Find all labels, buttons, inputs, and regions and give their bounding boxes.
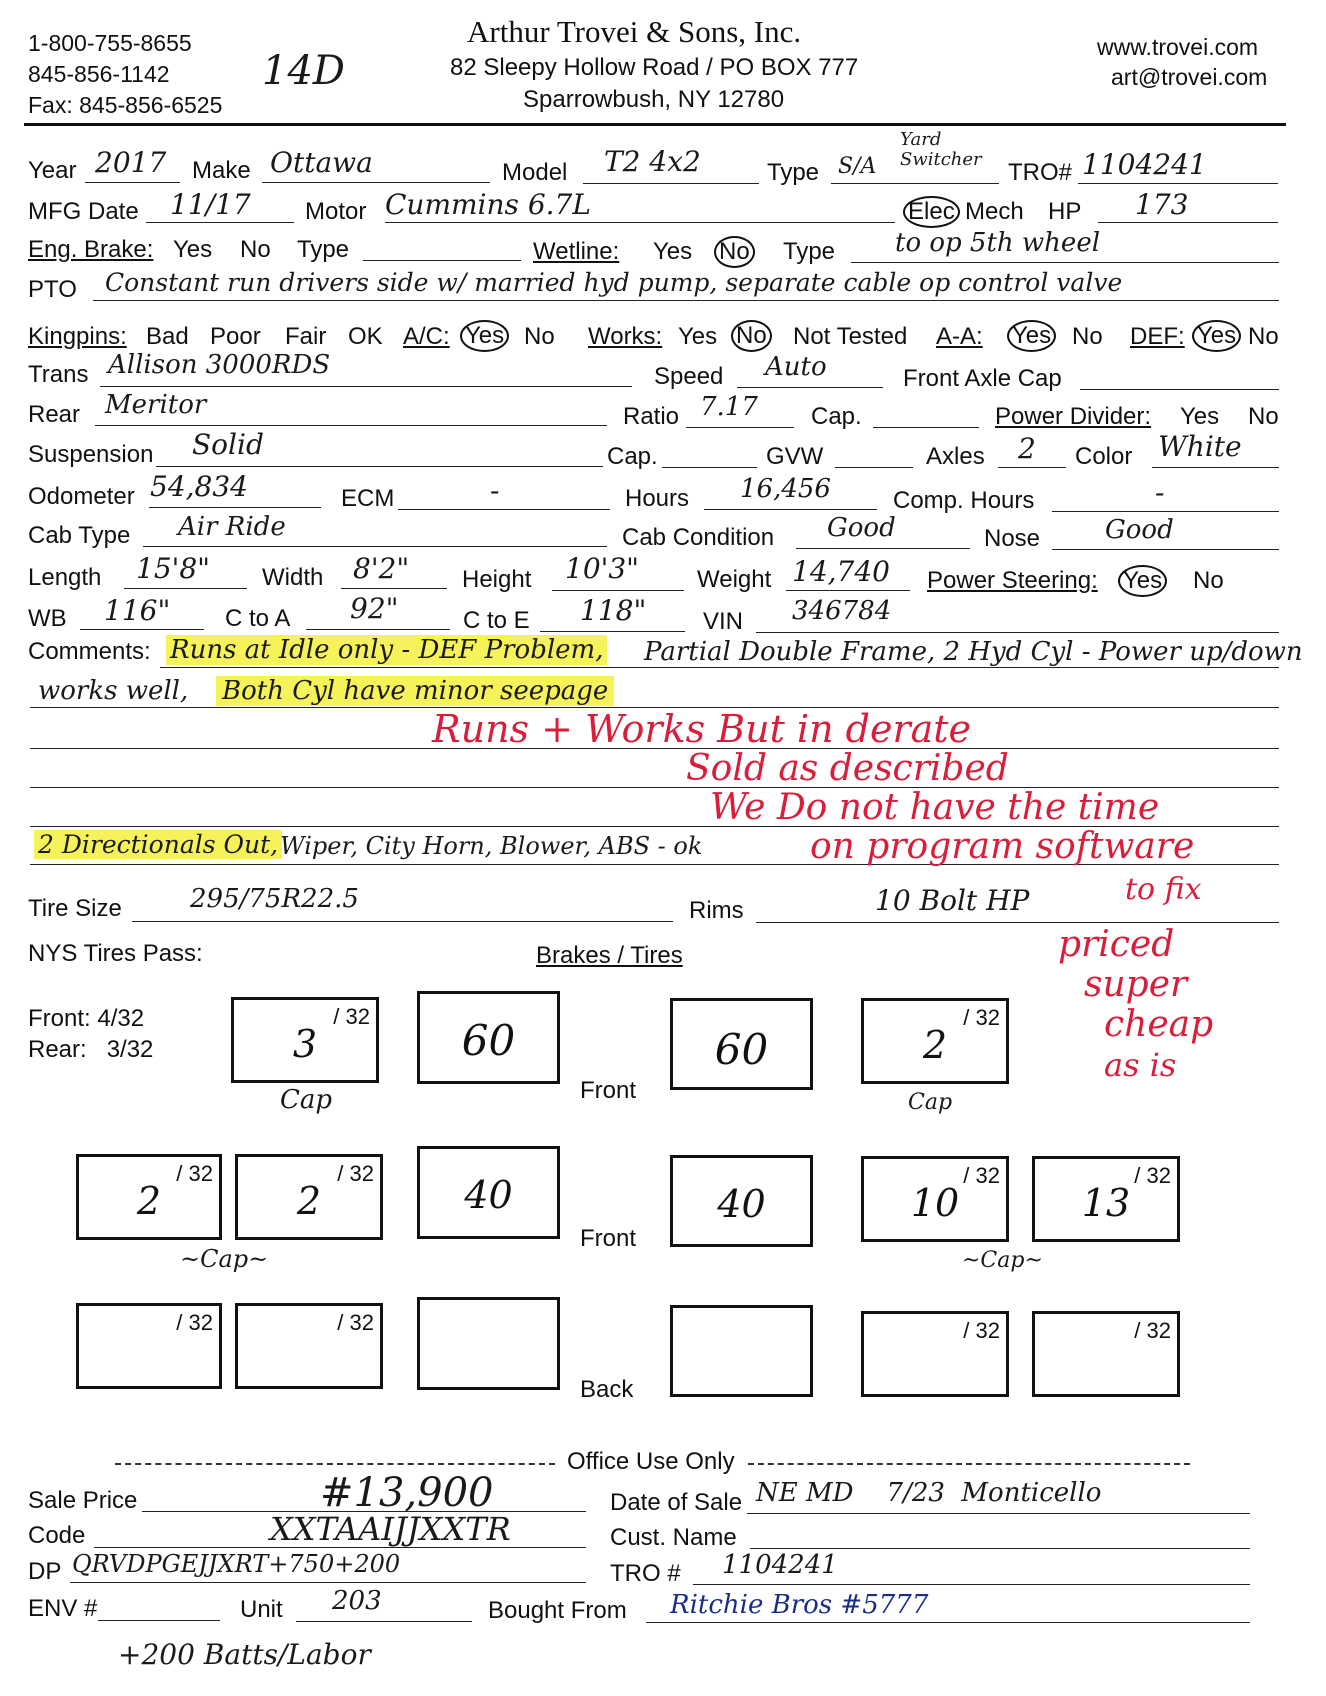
ecm-label: ECM: [341, 485, 395, 512]
ac-label: A/C:: [403, 323, 450, 350]
c-to-a-value[interactable]: 92": [350, 592, 399, 625]
ac-yes[interactable]: Yes: [460, 320, 509, 352]
power-steering-yes[interactable]: Yes: [1118, 565, 1167, 597]
odometer-label: Odometer: [28, 483, 135, 510]
comment-line-6a: 2 Directionals Out,: [34, 830, 282, 859]
wetline-type-label: Type: [783, 238, 836, 265]
cab-condition-label: Cab Condition: [622, 524, 775, 551]
sale-price-label: Sale Price: [28, 1487, 138, 1514]
divider-left: [115, 1463, 555, 1465]
divider-right: [748, 1463, 1190, 1465]
date-of-sale-label: Date of Sale: [610, 1489, 743, 1516]
tread-value: 13: [1081, 1181, 1131, 1225]
nose-label: Nose: [984, 525, 1041, 552]
hp-value[interactable]: 173: [1135, 188, 1189, 221]
tread-value: 2: [922, 1023, 948, 1067]
make-value[interactable]: Ottawa: [270, 146, 373, 179]
dp-value[interactable]: QRVDPGEJJXRT+750+200: [72, 1550, 401, 1578]
ac-no[interactable]: No: [524, 323, 555, 350]
speed-label: Speed: [654, 363, 724, 390]
weight-label: Weight: [697, 566, 772, 593]
tire-box-drive-3[interactable]: [861, 1156, 1009, 1242]
red-note-3: We Do not have the time: [710, 787, 1160, 828]
height-label: Height: [462, 566, 532, 593]
ratio-value[interactable]: 7.17: [700, 392, 758, 422]
brake-value: 40: [464, 1173, 513, 1217]
type-value[interactable]: S/A: [838, 154, 877, 179]
mfg-date-value[interactable]: 11/17: [170, 188, 251, 221]
cap-note-left: Cap: [280, 1085, 333, 1115]
wb-value[interactable]: 116": [104, 594, 171, 627]
susp-cap-label: Cap.: [607, 443, 658, 470]
nys-tires-label: NYS Tires Pass:: [28, 940, 203, 967]
comp-hours-value[interactable]: -: [1155, 476, 1165, 509]
header-divider: [24, 123, 1286, 126]
tire-box-back-3[interactable]: [861, 1311, 1009, 1397]
weight-value[interactable]: 14,740: [792, 555, 890, 588]
brake-value: 60: [714, 1025, 769, 1074]
red-note-1: Runs + Works But in derate: [432, 707, 972, 751]
def-label: DEF:: [1130, 323, 1185, 350]
brake-box-back-right[interactable]: [670, 1305, 813, 1397]
suspension-label: Suspension: [28, 441, 154, 468]
comment-line-2b: Both Cyl have minor seepage: [216, 676, 614, 706]
motor-label: Motor: [305, 198, 367, 225]
brake-box-front-left[interactable]: [417, 991, 560, 1084]
brake-box-drive-right[interactable]: [670, 1155, 813, 1247]
wetline-type-value[interactable]: to op 5th wheel: [895, 228, 1101, 258]
rear-cap-label: Cap.: [811, 403, 862, 430]
comments-label: Comments:: [28, 638, 151, 665]
kingpins-label: Kingpins:: [28, 323, 127, 350]
aa-no[interactable]: No: [1072, 323, 1103, 350]
brake-box-back-left[interactable]: [417, 1297, 560, 1390]
works-no[interactable]: No: [731, 320, 772, 352]
priced-note: [1058, 925, 1213, 1085]
rims-value[interactable]: 10 Bolt HP: [875, 884, 1030, 917]
power-steering-no[interactable]: No: [1193, 567, 1224, 594]
comment-line-6b: Wiper, City Horn, Blower, ABS - ok: [280, 832, 703, 860]
code-label: Code: [28, 1522, 86, 1549]
wetline-label: Wetline:: [533, 238, 620, 265]
cap-note-drive-right: ~Cap~: [962, 1248, 1043, 1273]
back-label: Back: [580, 1376, 634, 1403]
env-label: ENV #: [28, 1595, 98, 1622]
tread-unit: / 32: [963, 1005, 1000, 1030]
priced-note-line: super: [1084, 964, 1188, 1005]
eng-brake-yes[interactable]: Yes: [173, 236, 213, 263]
eng-brake-no[interactable]: No: [240, 236, 271, 263]
elec-option[interactable]: Elec: [903, 196, 960, 228]
rear-label: Rear: [28, 401, 81, 428]
year-value[interactable]: 2017: [95, 146, 167, 179]
power-divider-yes[interactable]: Yes: [1180, 403, 1220, 430]
brake-value: 60: [461, 1016, 516, 1065]
c-to-e-value[interactable]: 118": [580, 594, 647, 627]
def-no[interactable]: No: [1248, 323, 1279, 350]
width-value[interactable]: 8'2": [353, 552, 410, 585]
red-note-5: to fix: [1125, 872, 1202, 907]
date-of-sale-value[interactable]: NE MD 7/23 Monticello: [756, 1478, 1102, 1508]
motor-value[interactable]: Cummins 6.7L: [385, 188, 591, 221]
make-label: Make: [192, 157, 251, 184]
pto-label: PTO: [28, 276, 77, 303]
tread-unit: / 32: [333, 1004, 370, 1029]
length-label: Length: [28, 564, 102, 591]
rims-label: Rims: [689, 897, 744, 924]
brake-box-front-right[interactable]: [670, 998, 813, 1090]
comment-line-2a: works well,: [38, 676, 189, 706]
tread-unit: / 32: [1134, 1163, 1171, 1188]
works-yes[interactable]: Yes: [678, 323, 718, 350]
bought-from-value[interactable]: Ritchie Bros #5777: [670, 1590, 929, 1620]
tread-unit: / 32: [963, 1163, 1000, 1188]
kingpins-ok[interactable]: OK: [348, 323, 383, 350]
color-value[interactable]: White: [1158, 430, 1242, 463]
c-to-a-label: C to A: [225, 605, 291, 632]
type-label: Type: [767, 159, 820, 186]
red-note-4: on program software: [810, 826, 1195, 867]
brakes-tires-heading: Brakes / Tires: [536, 942, 683, 969]
color-label: Color: [1075, 443, 1133, 470]
company-address-2: Sparrowbush, NY 12780: [523, 86, 785, 113]
tread-unit: / 32: [1134, 1318, 1171, 1343]
c-to-e-label: C to E: [463, 607, 530, 634]
width-label: Width: [262, 564, 324, 591]
tire-box-front-right[interactable]: [861, 998, 1009, 1084]
tro-value[interactable]: 1104241: [1082, 148, 1207, 181]
mech-option[interactable]: Mech: [965, 198, 1024, 225]
front-pass-spec: Front: 4/32: [28, 1005, 145, 1032]
comment-line-1a: Runs at Idle only - DEF Problem,: [166, 635, 607, 665]
tire-size-label: Tire Size: [28, 895, 122, 922]
type-note: Yard Switcher: [900, 129, 982, 170]
phone-2: 845-856-1142: [28, 61, 170, 87]
wetline-no[interactable]: No: [714, 236, 755, 268]
vin-value[interactable]: 346784: [792, 596, 892, 626]
office-use-title: Office Use Only: [567, 1448, 735, 1475]
wetline-yes[interactable]: Yes: [653, 238, 693, 265]
office-tro-value[interactable]: 1104241: [722, 1550, 838, 1580]
model-label: Model: [502, 159, 568, 186]
phone-1: 1-800-755-8655: [28, 30, 192, 56]
front-label-1: Front: [580, 1077, 637, 1104]
works-label: Works:: [588, 323, 663, 350]
tread-unit: / 32: [176, 1161, 213, 1186]
comment-line-1b: Partial Double Frame, 2 Hyd Cyl - Power up/down: [644, 637, 1303, 667]
trans-label: Trans: [28, 361, 89, 388]
tread-value: 2: [136, 1179, 162, 1223]
hours-label: Hours: [625, 485, 690, 512]
tread-unit: / 32: [176, 1310, 213, 1335]
tread-value: 3: [292, 1022, 318, 1066]
power-divider-no[interactable]: No: [1248, 403, 1279, 430]
hours-value[interactable]: 16,456: [740, 474, 831, 504]
axles-value[interactable]: 2: [1018, 432, 1036, 465]
rear-value[interactable]: Meritor: [105, 390, 207, 420]
priced-note-line: cheap: [1104, 1004, 1214, 1045]
cust-name-label: Cust. Name: [610, 1524, 737, 1551]
tread-value: 10: [910, 1181, 960, 1225]
wb-label: WB: [28, 605, 67, 632]
front-label-2: Front: [580, 1225, 637, 1252]
tire-box-drive-2[interactable]: [235, 1154, 383, 1240]
kingpins-bad[interactable]: Bad: [146, 323, 189, 350]
tro-label: TRO#: [1008, 159, 1073, 186]
power-divider-label: Power Divider:: [995, 403, 1152, 430]
website[interactable]: www.trovei.com: [1097, 34, 1259, 60]
tread-unit: / 32: [963, 1318, 1000, 1343]
company-address-1: 82 Sleepy Hollow Road / PO BOX 777: [450, 54, 859, 81]
power-steering-label: Power Steering:: [927, 567, 1098, 594]
brake-box-drive-left[interactable]: [417, 1146, 560, 1239]
tread-unit: / 32: [337, 1161, 374, 1186]
tread-value: 2: [296, 1179, 322, 1223]
axles-label: Axles: [926, 443, 985, 470]
tire-size-value[interactable]: 295/75R22.5: [190, 884, 359, 914]
dp-label: DP: [28, 1558, 62, 1585]
height-value[interactable]: 10'3": [565, 552, 640, 585]
tire-box-drive-1[interactable]: [76, 1154, 222, 1240]
year-label: Year: [28, 157, 77, 184]
kingpins-poor[interactable]: Poor: [210, 323, 261, 350]
vin-label: VIN: [703, 608, 744, 635]
comp-hours-label: Comp. Hours: [893, 487, 1035, 514]
fax-number: Fax: 845-856-6525: [28, 92, 223, 118]
nose-value[interactable]: Good: [1105, 515, 1174, 545]
unit-label: Unit: [240, 1596, 283, 1623]
front-axle-cap-label: Front Axle Cap: [903, 365, 1062, 392]
brake-value: 40: [717, 1182, 766, 1226]
tire-box-back-1[interactable]: [76, 1303, 222, 1389]
priced-note-line: as is: [1104, 1046, 1177, 1084]
speed-value[interactable]: Auto: [765, 352, 827, 382]
company-name: Arthur Trovei & Sons, Inc.: [467, 14, 802, 49]
pto-value[interactable]: Constant run drivers side w/ married hyd pump, separate cable op control valve: [105, 268, 1123, 297]
office-tro-label: TRO #: [610, 1560, 681, 1587]
suspension-value[interactable]: Solid: [192, 428, 264, 461]
eng-brake-label: Eng. Brake:: [28, 236, 154, 263]
aa-yes[interactable]: Yes: [1007, 320, 1056, 352]
unit-value[interactable]: 203: [332, 1586, 382, 1616]
batts-labor-note: +200 Batts/Labor: [118, 1638, 371, 1671]
trans-value[interactable]: Allison 3000RDS: [108, 350, 331, 380]
odometer-value[interactable]: 54,834: [150, 470, 248, 503]
eng-type-label: Type: [297, 236, 350, 263]
handwritten-code: 14D: [262, 48, 345, 94]
bought-from-label: Bought From: [488, 1597, 627, 1624]
rear-pass-spec: Rear: 3/32: [28, 1036, 154, 1063]
length-value[interactable]: 15'8": [136, 552, 211, 585]
cab-type-label: Cab Type: [28, 522, 131, 549]
works-not-tested[interactable]: Not Tested: [793, 323, 908, 350]
def-yes[interactable]: Yes: [1192, 320, 1241, 352]
sale-price-value[interactable]: #13,900: [320, 1470, 494, 1516]
aa-label: A-A:: [936, 323, 983, 350]
cap-note-right: Cap: [908, 1090, 953, 1115]
tire-box-back-2[interactable]: [235, 1303, 383, 1389]
ratio-label: Ratio: [623, 403, 680, 430]
red-note-2: Sold as described: [686, 748, 1009, 789]
tire-box-drive-4[interactable]: [1032, 1156, 1180, 1242]
tire-box-front-left[interactable]: [231, 997, 379, 1083]
cab-condition-value[interactable]: Good: [827, 513, 896, 543]
kingpins-fair[interactable]: Fair: [285, 323, 327, 350]
cap-note-drive-left: ~Cap~: [180, 1245, 269, 1273]
mfg-date-label: MFG Date: [28, 198, 139, 225]
hp-label: HP: [1048, 198, 1082, 225]
tread-unit: / 32: [337, 1310, 374, 1335]
model-value[interactable]: T2 4x2: [604, 145, 701, 178]
tire-box-back-4[interactable]: [1032, 1311, 1180, 1397]
cab-type-value[interactable]: Air Ride: [178, 512, 286, 542]
code-value[interactable]: XXTAAIJJXXTR: [270, 1510, 511, 1548]
gvw-label: GVW: [766, 443, 824, 470]
priced-note-line: priced: [1058, 924, 1175, 965]
ecm-value[interactable]: -: [490, 474, 500, 507]
email[interactable]: art@trovei.com: [1111, 64, 1268, 90]
